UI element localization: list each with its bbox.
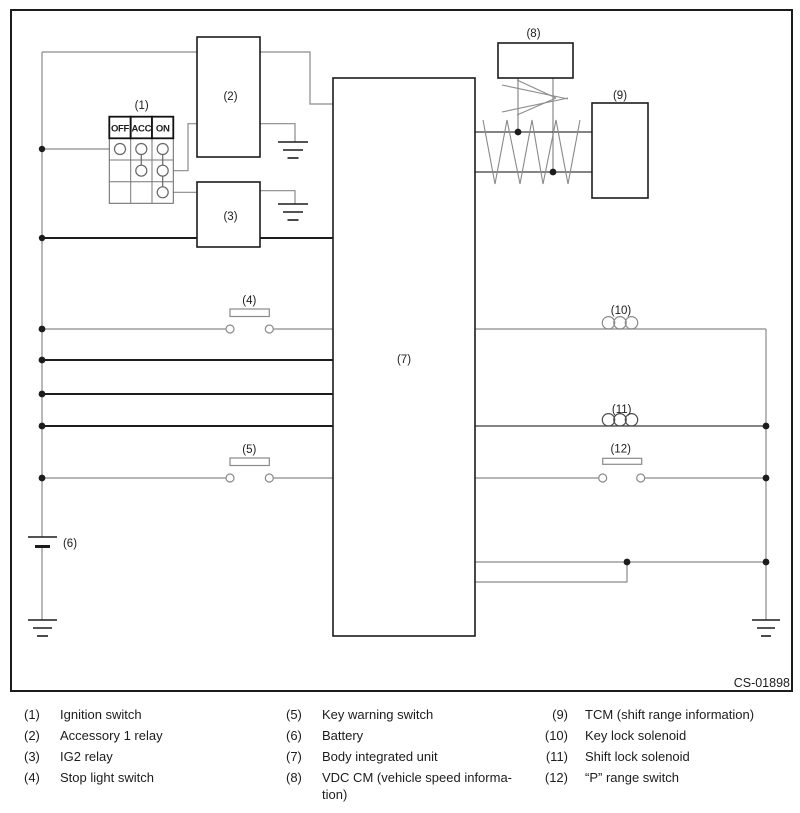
legend-item xyxy=(24,727,274,744)
legend-label: Ignition switch xyxy=(60,707,142,722)
tcm-box xyxy=(592,103,648,198)
callout-9: (9) xyxy=(612,90,628,102)
legend-label: Stop light switch xyxy=(60,770,154,785)
legend-label-line2: tion) xyxy=(322,787,348,802)
wire-biu-bottom-b xyxy=(475,562,627,582)
legend-item xyxy=(540,706,792,723)
legend-item xyxy=(24,748,274,765)
ignition-pos-off-label: OFF xyxy=(110,123,130,135)
legend-item xyxy=(24,706,274,723)
legend-num: (12) xyxy=(544,770,568,785)
legend-item xyxy=(540,748,792,765)
mechanical-link-symbol xyxy=(502,80,568,115)
legend-num: (9) xyxy=(552,707,568,722)
legend-label: Body integrated unit xyxy=(322,749,438,764)
ground-ig2-relay xyxy=(278,204,308,220)
callout-7: (7) xyxy=(396,354,412,366)
legend-item xyxy=(540,727,792,744)
p-range-switch-symbol xyxy=(599,458,645,482)
callout-11: (11) xyxy=(611,404,632,416)
key-warning-switch-symbol xyxy=(226,458,273,482)
legend-label: Key lock solenoid xyxy=(585,728,687,743)
legend-num: (6) xyxy=(286,728,302,743)
legend-column-3 xyxy=(540,706,792,790)
ignition-switch-symbol xyxy=(109,117,173,204)
wire-acc-relay-to-biu xyxy=(260,52,333,104)
callout-8: (8) xyxy=(526,28,541,40)
ground-acc-relay xyxy=(278,142,308,158)
wire-ig2-relay-ground xyxy=(260,191,295,204)
battery-symbol xyxy=(28,537,57,547)
stop-light-switch-symbol xyxy=(226,309,273,333)
legend-num: (8) xyxy=(286,770,302,785)
wires-black xyxy=(42,238,333,426)
legend-item xyxy=(286,706,530,723)
legend-column-1 xyxy=(24,706,274,790)
key-lock-solenoid-coil xyxy=(602,317,637,329)
legend-item xyxy=(286,727,530,744)
ground-battery xyxy=(28,620,57,636)
interlock-cable-zigzag xyxy=(483,120,580,184)
legend-item xyxy=(286,748,530,765)
callout-4: (4) xyxy=(242,295,257,307)
legend-label: TCM (shift range information) xyxy=(585,707,755,722)
wire-acc-relay-ground xyxy=(260,124,295,142)
callout-2: (2) xyxy=(223,91,238,103)
legend-num: (10) xyxy=(544,728,568,743)
legend-label: “P” range switch xyxy=(585,770,679,785)
ignition-pos-on-label: ON xyxy=(155,123,170,135)
legend-column-2 xyxy=(286,706,530,807)
legend-num: (4) xyxy=(24,770,40,785)
callout-12: (12) xyxy=(610,443,631,456)
legend-num: (2) xyxy=(24,728,40,743)
legend-label: IG2 relay xyxy=(60,749,113,764)
legend-num: (1) xyxy=(24,707,40,722)
callout-6: (6) xyxy=(62,538,78,550)
legend-num: (5) xyxy=(286,707,302,722)
legend-label-line1: VDC CM (vehicle speed informa- xyxy=(322,770,513,785)
legend-num: (3) xyxy=(24,749,40,764)
legend-num: (7) xyxy=(286,749,302,764)
ground-right-bus xyxy=(752,620,780,636)
legend-num: (11) xyxy=(545,749,568,764)
vdc-cm-box xyxy=(498,43,573,78)
legend-label: Shift lock solenoid xyxy=(585,749,690,764)
legend-label: Accessory 1 relay xyxy=(60,728,163,743)
legend-label xyxy=(322,769,530,803)
callout-5: (5) xyxy=(242,444,257,456)
ignition-pos-acc-label: ACC xyxy=(131,123,152,135)
component-boxes xyxy=(197,37,648,636)
legend-label: Battery xyxy=(322,728,364,743)
legend-item xyxy=(24,769,274,786)
callout-1: (1) xyxy=(134,100,149,112)
figure-code: CS-01898 xyxy=(733,676,790,690)
callout-10: (10) xyxy=(610,305,632,317)
callout-3: (3) xyxy=(223,211,238,223)
legend-label: Key warning switch xyxy=(322,707,434,722)
legend-item xyxy=(286,769,530,803)
legend-item xyxy=(540,769,792,786)
